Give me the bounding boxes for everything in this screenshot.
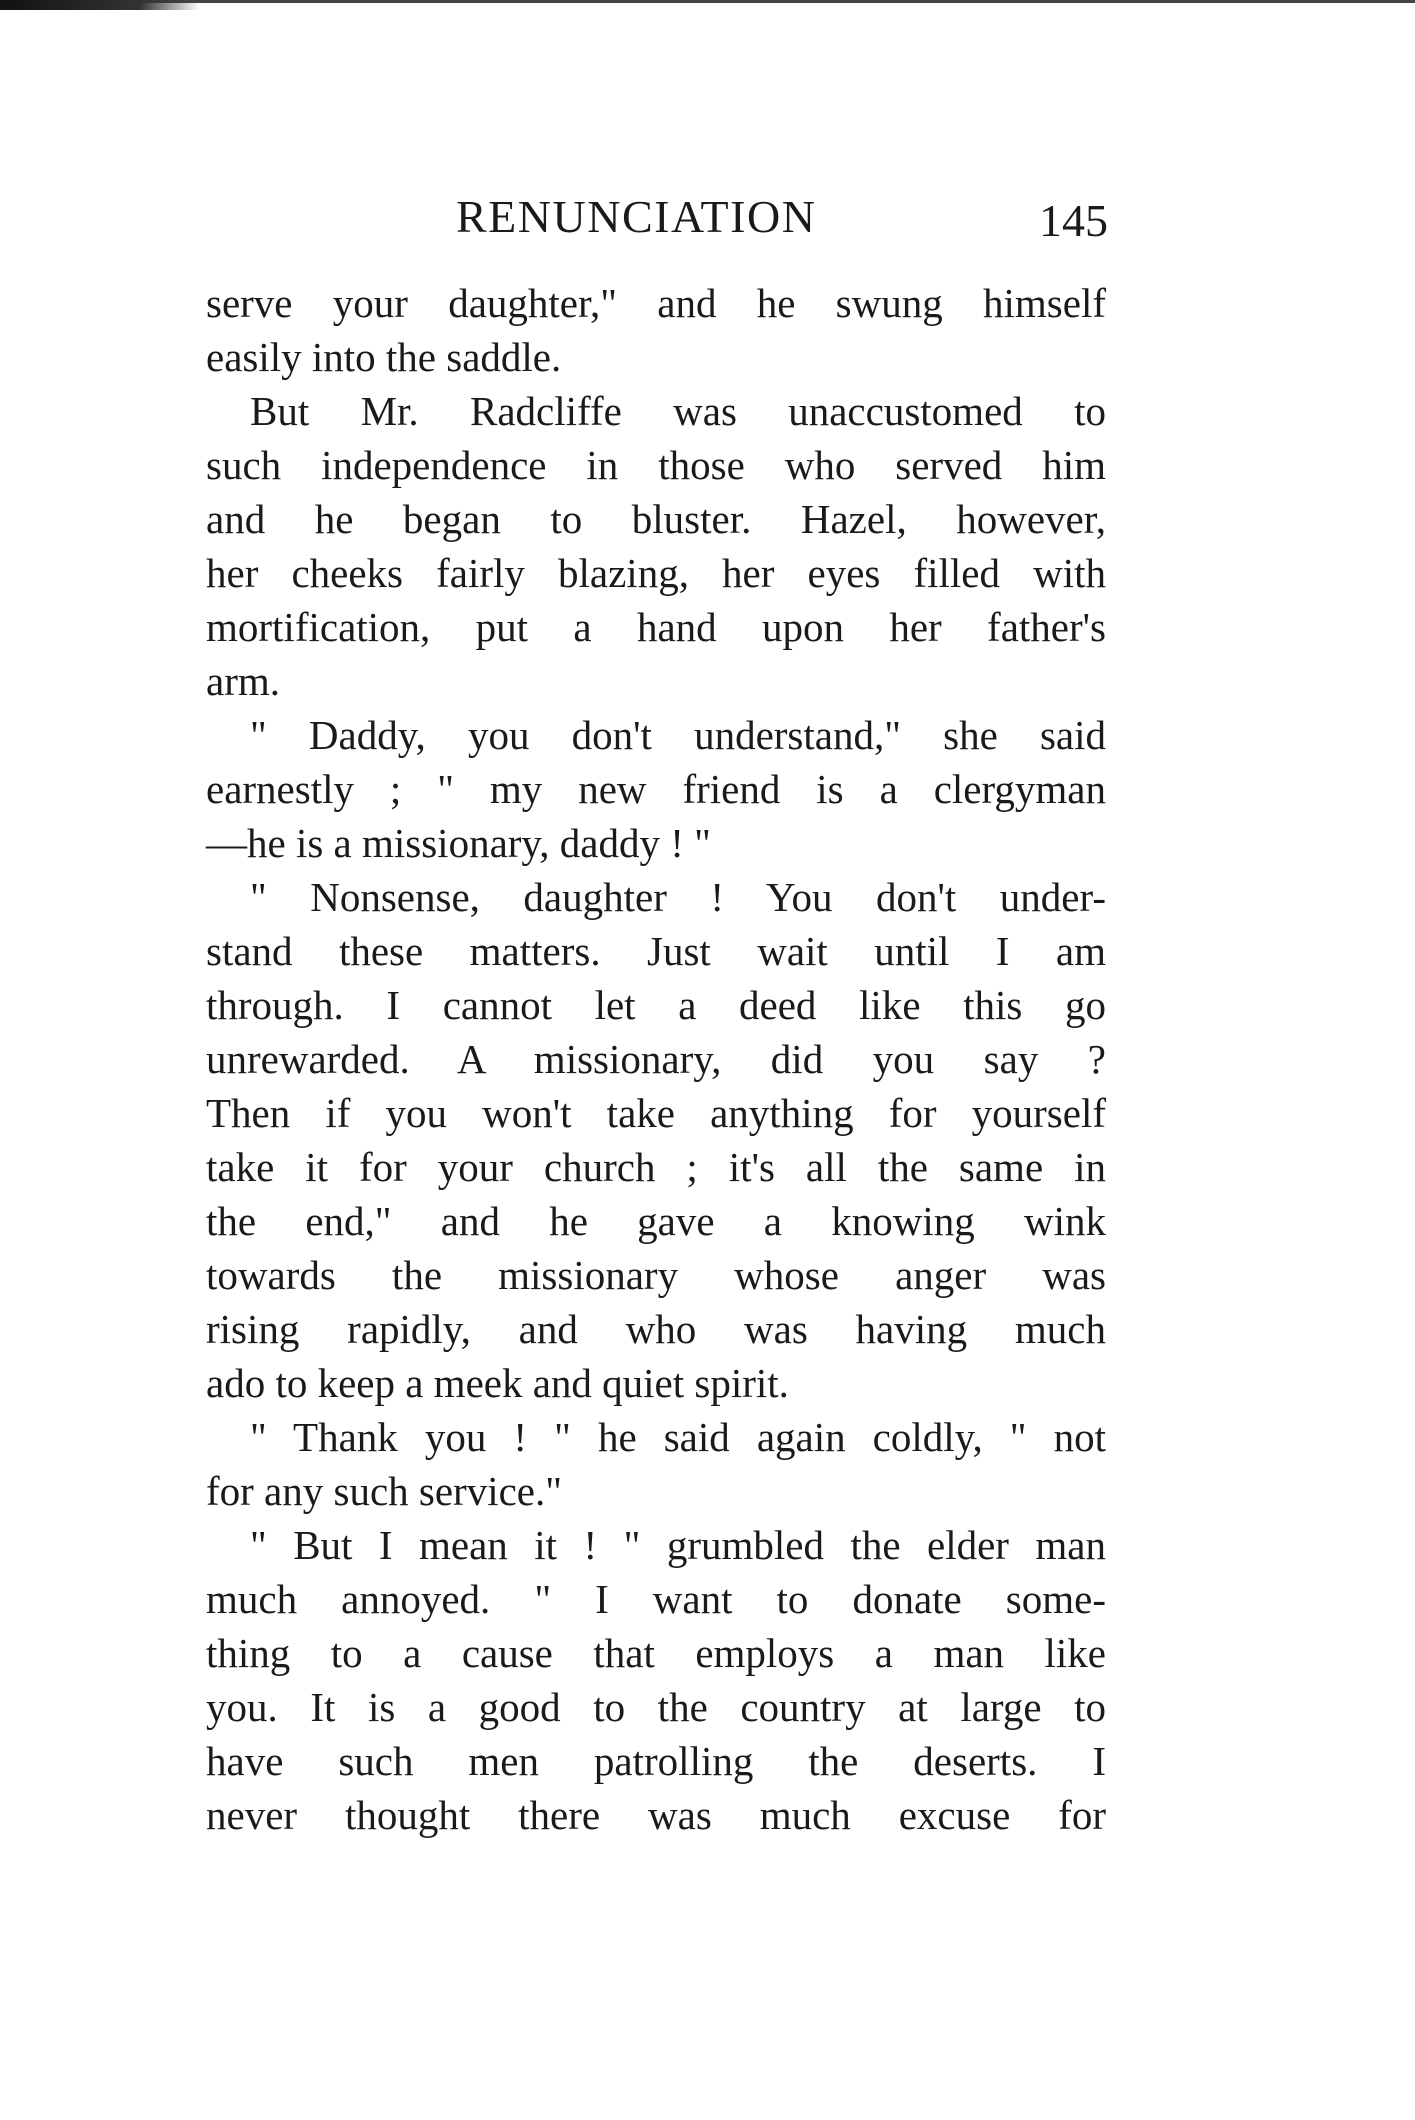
text-line: " But I mean it ! " grumbled the elder man <box>250 1522 1106 1568</box>
text-line: " Daddy, you don't understand," she said <box>250 712 1106 758</box>
text-line: towards the missionary whose anger was <box>206 1252 1106 1298</box>
text-line: have such men patrolling the deserts. I <box>206 1738 1106 1784</box>
page-header <box>206 190 1106 254</box>
top-edge-rule <box>0 0 1415 3</box>
text-line: her cheeks fairly blazing, her eyes filled with <box>206 550 1106 596</box>
page-number: 145 <box>1039 195 1108 246</box>
top-edge-mark <box>0 0 200 10</box>
text-line: easily into the saddle. <box>206 334 562 380</box>
text-line: and he began to bluster. Hazel, however, <box>206 496 1106 542</box>
text-line: stand these matters. Just wait until I am <box>206 928 1106 974</box>
body-text <box>206 276 1106 1842</box>
text-line: for any such service." <box>206 1468 562 1514</box>
text-line: " Thank you ! " he said again coldly, " not <box>250 1414 1106 1460</box>
text-line: serve your daughter," and he swung himself <box>206 280 1106 326</box>
text-line: " Nonsense, daughter ! You don't under- <box>250 874 1106 920</box>
text-line: ado to keep a meek and quiet spirit. <box>206 1360 789 1406</box>
text-line: take it for your church ; it's all the same in <box>206 1144 1106 1190</box>
text-line: earnestly ; " my new friend is a clergyman <box>206 766 1106 812</box>
text-line: the end," and he gave a knowing wink <box>206 1198 1106 1244</box>
text-line: Then if you won't take anything for yourself <box>206 1090 1106 1136</box>
text-line: But Mr. Radcliffe was unaccustomed to <box>250 388 1106 434</box>
text-line: much annoyed. " I want to donate some- <box>206 1576 1106 1622</box>
running-title: RENUNCIATION <box>456 191 817 242</box>
text-line: —he is a missionary, daddy ! " <box>206 820 711 866</box>
text-line: mortification, put a hand upon her father's <box>206 604 1106 650</box>
text-line: thing to a cause that employs a man like <box>206 1630 1106 1676</box>
text-line: rising rapidly, and who was having much <box>206 1306 1106 1352</box>
text-line: unrewarded. A missionary, did you say ? <box>206 1036 1106 1082</box>
text-line: never thought there was much excuse for <box>206 1792 1106 1838</box>
text-line: through. I cannot let a deed like this go <box>206 982 1106 1028</box>
text-line: such independence in those who served him <box>206 442 1106 488</box>
text-line: arm. <box>206 658 280 704</box>
text-line: you. It is a good to the country at large to <box>206 1684 1106 1730</box>
